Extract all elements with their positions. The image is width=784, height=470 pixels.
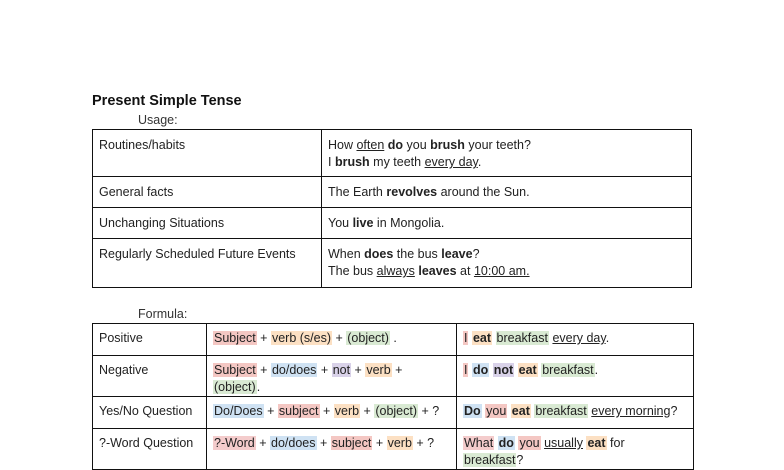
verb-token: verb — [334, 404, 360, 418]
text-segment: the bus — [393, 247, 442, 261]
text-segment: + ? — [418, 404, 440, 418]
object-token: (object) — [347, 331, 389, 345]
text-segment: for — [606, 436, 625, 450]
text-segment: does — [364, 247, 394, 261]
usage-category-cell: Routines/habits — [93, 130, 322, 177]
formula-example-cell — [457, 397, 694, 429]
verb-token: eat — [472, 331, 492, 345]
text-segment: + — [360, 404, 375, 418]
formula-row — [93, 356, 694, 397]
usage-category-cell: Unchanging Situations — [93, 208, 322, 239]
object-token: breakfast — [535, 404, 587, 418]
object-token: breakfast — [496, 331, 548, 345]
not-token: not — [493, 363, 514, 377]
formula-table — [92, 323, 694, 470]
auxiliary-token: do/does — [271, 363, 317, 377]
text-segment: every day — [424, 155, 478, 169]
text-segment: + — [372, 436, 387, 450]
question-word-token: ?-Word — [214, 436, 255, 450]
text-segment: . — [594, 363, 599, 377]
auxiliary-token: do — [498, 436, 514, 450]
verb-token: eat — [587, 436, 606, 450]
object-token: (object) — [375, 404, 418, 418]
auxiliary-token: Do — [464, 404, 481, 418]
usage-row — [93, 130, 692, 177]
text-segment: I — [328, 155, 335, 169]
text-segment: The Earth — [328, 185, 387, 199]
usage-row — [93, 239, 692, 288]
text-segment — [492, 331, 495, 345]
text-segment: revolves — [386, 185, 438, 199]
text-segment: + — [263, 404, 278, 418]
subject-token: Subject — [214, 331, 256, 345]
text-segment: + — [391, 363, 403, 377]
text-segment: around the Sun. — [437, 185, 530, 199]
text-segment: + — [319, 404, 334, 418]
subject-token: you — [486, 404, 507, 418]
text-segment: + — [316, 436, 331, 450]
formula-row — [93, 429, 694, 470]
text-segment: + — [351, 363, 366, 377]
usage-row — [93, 177, 692, 208]
verb-token: verb (s/es) — [271, 331, 331, 345]
formula-example-cell — [457, 429, 694, 470]
not-token: not — [332, 363, 351, 377]
text-segment: + — [256, 363, 271, 377]
formula-row — [93, 397, 694, 429]
text-segment: often — [356, 138, 385, 152]
text-segment: every day — [552, 331, 606, 345]
subject-token: I — [464, 331, 468, 345]
usage-example-cell — [322, 239, 692, 288]
usage-category-cell: Regularly Scheduled Future Events — [93, 239, 322, 288]
text-segment: . — [389, 331, 397, 345]
usage-table-body — [93, 130, 692, 288]
sentence-type-cell: ?-Word Question — [93, 429, 207, 470]
example-line — [328, 154, 685, 171]
usage-example-cell — [322, 177, 692, 208]
verb-token: verb — [387, 436, 412, 450]
verb-token: eat — [511, 404, 530, 418]
subject-token: Subject — [214, 363, 256, 377]
example-line — [328, 263, 685, 280]
text-segment: every morning — [591, 404, 671, 418]
verb-token: eat — [518, 363, 537, 377]
subject-token: I — [464, 363, 468, 377]
text-segment: You — [328, 216, 353, 230]
text-segment: 10:00 am. — [473, 264, 530, 278]
text-segment: leave — [441, 247, 473, 261]
sentence-type-cell: Positive — [93, 324, 207, 356]
example-line — [328, 246, 685, 263]
text-segment: always — [376, 264, 415, 278]
formula-row — [93, 324, 694, 356]
question-word-token: What — [464, 436, 494, 450]
text-segment: When — [328, 247, 365, 261]
text-segment: . — [605, 331, 610, 345]
text-segment: . — [477, 155, 482, 169]
text-segment: in Mongolia. — [373, 216, 445, 230]
text-segment: brush — [334, 155, 370, 169]
text-segment: + — [332, 331, 347, 345]
example-line — [328, 184, 685, 201]
text-segment: you — [403, 138, 431, 152]
example-line — [328, 215, 685, 232]
subject-token: you — [519, 436, 540, 450]
text-segment: brush — [430, 138, 465, 152]
auxiliary-token: do/does — [271, 436, 316, 450]
text-segment: usually — [544, 436, 583, 450]
text-segment: + ? — [412, 436, 435, 450]
formula-cell — [207, 397, 457, 429]
usage-category-cell: General facts — [93, 177, 322, 208]
usage-example-cell — [322, 208, 692, 239]
formula-cell — [207, 356, 457, 397]
text-segment: + — [256, 331, 271, 345]
formula-example-cell — [457, 356, 694, 397]
subject-token: subject — [331, 436, 372, 450]
text-segment: The bus — [328, 264, 377, 278]
text-segment: do — [387, 138, 404, 152]
page-title: Present Simple Tense — [92, 93, 242, 109]
text-segment: leaves — [418, 264, 457, 278]
formula-table-body — [93, 324, 694, 470]
text-segment: live — [352, 216, 374, 230]
example-line — [328, 137, 685, 154]
usage-table — [92, 129, 692, 288]
text-segment: my teeth — [369, 155, 425, 169]
auxiliary-token: Do/Does — [214, 404, 263, 418]
sentence-type-cell: Yes/No Question — [93, 397, 207, 429]
text-segment: How — [328, 138, 357, 152]
text-segment: ? — [472, 247, 480, 261]
object-token: breakfast — [464, 453, 516, 467]
formula-cell — [207, 429, 457, 470]
verb-token: verb — [366, 363, 391, 377]
usage-row — [93, 208, 692, 239]
object-token: (object) — [214, 380, 256, 394]
text-segment: at — [456, 264, 474, 278]
formula-example-cell — [457, 324, 694, 356]
text-segment: + — [255, 436, 271, 450]
text-segment: your teeth? — [464, 138, 531, 152]
formula-label: Formula: — [138, 307, 188, 321]
formula-cell — [207, 324, 457, 356]
auxiliary-token: do — [472, 363, 489, 377]
text-segment: + — [317, 363, 332, 377]
text-segment: ? — [670, 404, 678, 418]
sentence-type-cell: Negative — [93, 356, 207, 397]
text-segment: ? — [516, 453, 524, 467]
text-segment: . — [256, 380, 261, 394]
object-token: breakfast — [542, 363, 594, 377]
usage-example-cell — [322, 130, 692, 177]
usage-label: Usage: — [138, 113, 178, 127]
subject-token: subject — [278, 404, 319, 418]
